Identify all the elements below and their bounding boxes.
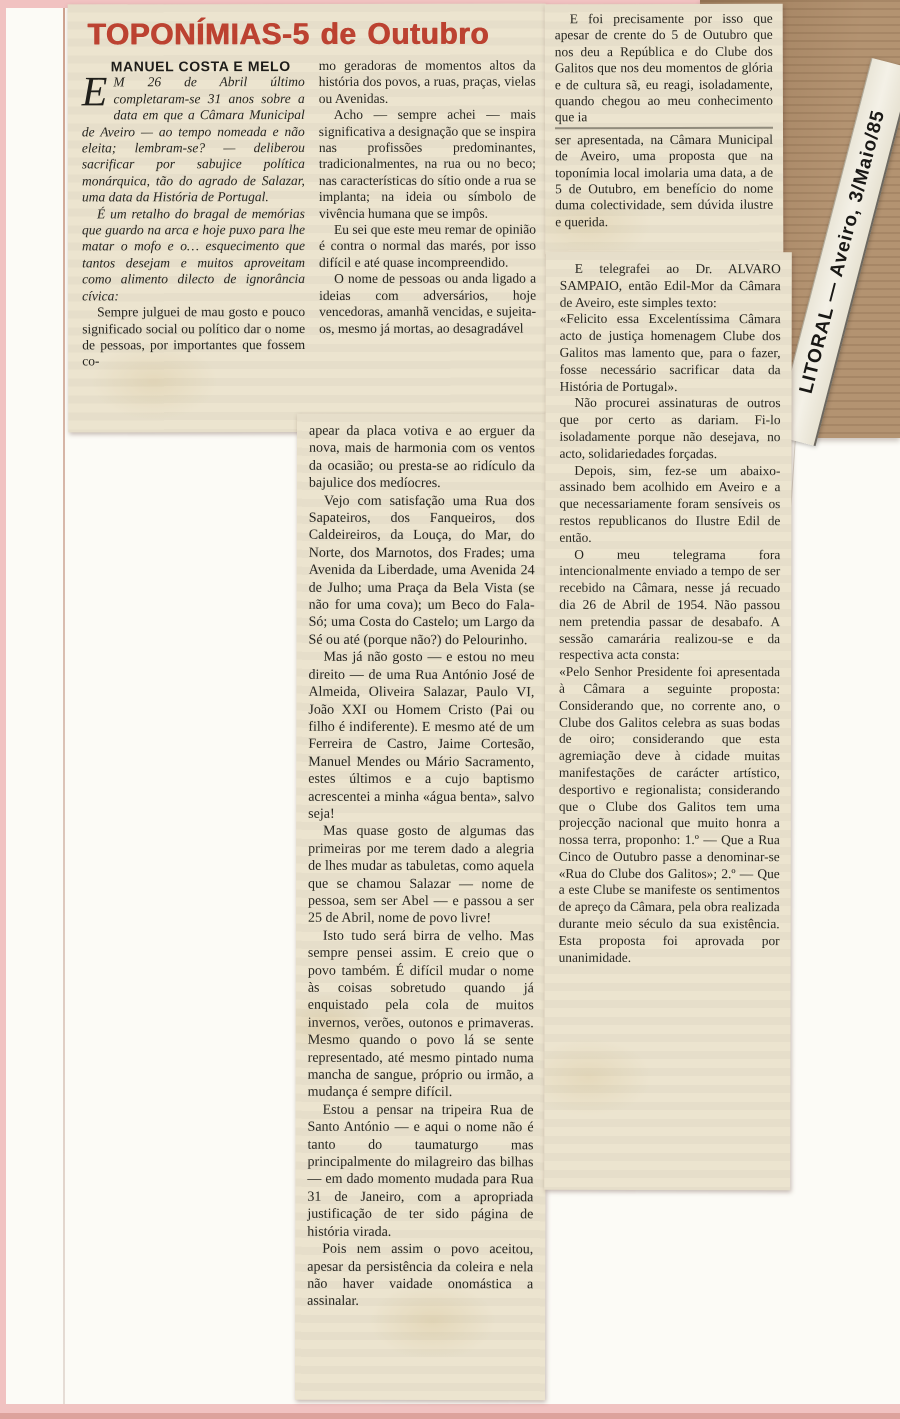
paragraph: Acho — sempre achei — mais significativa a designação que se inspira nas profissões predominantes, tradicionalmentes, na rua ou no beco; nas características do sítio onde a rua se implanta; na ideia ou símbolo de vivência humana que se impôs. — [318, 106, 536, 221]
paragraph: Isto tudo será birra de velho. Mas sempre pensei assim. E creio que o povo também. É difícil mudar o nome às coisas sobretudo quando já enquistado pela cola de muitos invernos, verões, outonos e primaveras. Mesmo quando o povo lá se sente representado, até mesmo pintado numa mancha de sangue, próprio ou irmão, a mudança é sempre difícil. — [307, 928, 534, 1101]
clipping-right-main — [544, 252, 792, 1190]
article-headline: TOPONÍMIAS-5 de Outubro — [87, 17, 490, 52]
paragraph: E telegrafei ao Dr. ALVARO SAMPAIO, então Edil-Mor da Câmara de Aveiro, este simples texto: — [559, 260, 781, 310]
sheet-fold-line — [63, 8, 65, 1404]
paragraph: E foi precisamente por isso que apesar de crente do 5 de Outubro que nos deu a República e do Clube dos Galitos que nos deu momentos de glória e de cultura sã, eu reagi, isoladamente, quando chegou ao meu conhecimento que ia — [554, 10, 773, 125]
intro-left-column — [82, 58, 305, 370]
right-top-text — [545, 4, 784, 238]
paragraph — [81, 69, 305, 206]
paragraph: Mas já não gosto — e estou no meu direito — de uma Rua António José de Almeida, Oliveira Salazar, Paulo VI, João XXI ou Homem Cristo (Pai ou filho é indiferente). E mesmo até de um Ferreira de Castro, Jaime Cortesão, Manuel Mendes ou Mário Sacramento, estes últimos e a cujo baptismo acrescentei a minha «água benta», salvo seja! — [308, 650, 535, 822]
clipping-headline — [68, 4, 547, 433]
middle-column-text — [295, 414, 547, 1320]
clipping-seam-line — [555, 127, 773, 130]
paragraph: O nome de pessoas ou anda ligado a ideias com adversários, hoje vencedoras, amanhã vencidas, e sujeita-os, mesmo já mortas, ao desagradável — [319, 270, 537, 336]
paragraph: Mas quase gosto de algumas das primeiras por me terem dado a alegria de lhes mudar as tabuletas, como aquela que se chamou Salazar — nome de pessoa, sem ser Abel — e passou a ser 25 de Abril, nome de povo livre! — [307, 824, 535, 927]
council-minutes-quote: «Pelo Senhor Presidente foi apresentada à Câmara a seguinte proposta: Considerando que, no corrente ano, o Clube dos Galitos celebra as suas bodas de oiro; considerando que esta agremiação deve à cidade muitas manifestações de carácter artístico, desportivo e regionalista; considerando que o Clube dos Galitos tem uma projecção nacional que muito honra a nossa terra, proponho: 1.º — Que a Rua Cinco de Outubro passe a denominar-se «Rua do Clube dos Galitos»; 2.º — Que a este Clube se manifeste os sentimentos de apreço da Câmara, pela obra realizada durante meio século da sua existência. Esta proposta foi aprovada por unanimidade. — [558, 663, 781, 965]
paragraph: É um retalho do bragal de memórias que guardo na arca e hoje puxo para lhe matar o mofo e o… esquecimento que tantos desejam e muitos aproveitam como alimento dilecto de ignorância cívica: — [82, 205, 306, 304]
drop-cap: E — [81, 69, 108, 116]
page-bottom-edge — [0, 1413, 900, 1419]
paragraph: mo geradoras de momentos altos da história dos povos, a ruas, praças, vielas ou Avenidas. — [318, 57, 536, 106]
paragraph: Sempre julguei de mau gosto e pouco significado social ou político dar o nome de pessoas, por importantes que fossem co- — [82, 304, 306, 369]
paragraph: O meu telegrama fora intencionalmente enviado a tempo de ser recebido na Câmara, nesse já recuado dia 26 de Abril de 1954. Não passou nem pretendia passar de desabafo. A sessão camarária realizou-se e da respectiva acta consta: — [559, 546, 781, 663]
paragraph: Estou a pensar na tripeira Rua de Santo António — e aqui o nome não é tanto do taumaturgo mas principalmente do milagreiro das bilhas — em dado momento mudada para Rua 31 de Janeiro, com a apropriada justificação de ter sido página de história virada. — [307, 1102, 534, 1240]
paragraph: ser apresentada, na Câmara Municipal de Aveiro, uma proposta que na toponímia local imolaria uma data, a de 5 de Outubro, em benefício do nome duma colectividade, sem dúvida ilustre e querida. — [555, 131, 774, 230]
paragraph: apear da placa votiva e ao erguer da nova, mais de harmonia com os ventos da ocasião; ou presta-se ao ridículo da bajulice dos medíocres. — [308, 423, 536, 492]
paragraph: Depois, sim, fez-se um abaixo-assinado bem acolhido em Aveiro e a que necessariamente foram sensíveis os restos republicanos do Ilustre Edil de então. — [559, 462, 781, 545]
telegram-quote: «Felicito essa Excelentíssima Câmara acto de justiça homenagem Clube dos Galitos mas lamento que, para o fazer, fosse necessário sacrificar data da História de Portugal». — [559, 311, 781, 394]
intro-right-column — [319, 58, 537, 370]
clipping-middle-column — [295, 414, 547, 1401]
paragraph-text: M 26 de Abril último completaram-se 31 anos sobre a data em que a Câmara Municipal de Aveiro — ao tempo nomeada e não eleita; lembram-se? — deliberou sacrificar por sabujice política monárquica, tão do agrado de Salazar, uma data da História de Portugal. — [81, 74, 305, 205]
clipping-right-top — [545, 4, 784, 255]
paragraph: Eu sei que este meu remar de opinião é contra o normal das marés, por isso difícil e até quase incompreendido. — [318, 221, 537, 270]
byline: MANUEL COSTA E MELO — [110, 58, 291, 75]
paragraph: Não procurei assinaturas de outros que por certo as dariam. Fi-lo isoladamente porque não desejava, no acto, solidariedades forçadas. — [559, 395, 781, 461]
right-main-text — [545, 252, 792, 967]
intro-columns — [68, 58, 547, 371]
paragraph: Vejo com satisfação uma Rua dos Sapateiros, dos Fanqueiros, dos Caldeireiros, da Louça, do Mar, do Norte, dos Marnotos, dos Frades; uma Avenida da Liberdade, uma Avenida 24 de Julho; uma Praça da Bela Vista (se não for uma cova); um Beco do Fala-Só; uma Costa do Castelo; um Largo da Sé ou até (porque não?) do Pelourinho. — [308, 493, 535, 649]
publication-date-label: LITORAL — Aveiro, 3/Maio/85 — [795, 107, 890, 396]
paragraph: Pois nem assim o povo aceitou, apesar da persistência da coleira e nela não haver vaidade onomástica a assinalar. — [307, 1241, 534, 1310]
